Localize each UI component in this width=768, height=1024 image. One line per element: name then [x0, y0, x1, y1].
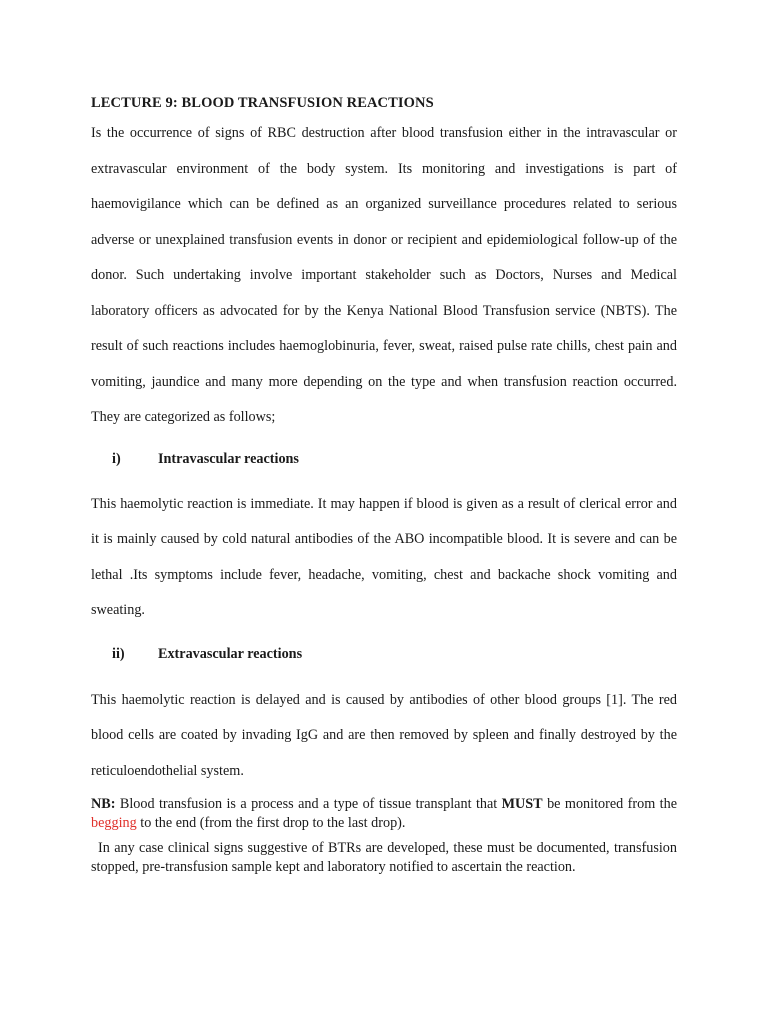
note-highlight: begging	[91, 815, 137, 831]
closing-paragraph: In any case clinical signs suggestive of BTRs are developed, these must be documented, transfusion stopped, pre-transfusion sample kept and laboratory notified to ascertain the reaction.	[91, 840, 677, 875]
note-text-before: Blood transfusion is a process and a type of tissue transplant that	[115, 796, 502, 812]
note-label: NB:	[91, 796, 116, 812]
section-heading-text: Extravascular reactions	[158, 645, 303, 662]
lecture-title: LECTURE 9: BLOOD TRANSFUSION REACTIONS	[91, 95, 434, 111]
intro-paragraph: Is the occurrence of signs of RBC destruction after blood transfusion either in the intravascular or extravascular environment of the body system. Its monitoring and investigations is part of haemovigilance which can be defined as an organized surveillance procedures related to serious adverse or unexplained transfusion events in donor or recipient and epidemiological follow-up of the donor. Such undertaking involve important stakeholder such as Doctors, Nurses and Medical laboratory officers as advocated for by the Kenya National Blood Transfusion service (NBTS). The result of such reactions includes haemoglobinuria, fever, sweat, raised pulse rate chills, chest pain and vomiting, jaundice and many more depending on the type and when transfusion reaction occurred. They are categorized as follows;	[91, 125, 677, 425]
section-body-intravascular: This haemolytic reaction is immediate. It may happen if blood is given as a result of clerical error and it is mainly caused by cold natural antibodies of the ABO incompatible blood. It is severe and can be lethal .Its symptoms include fever, headache, vomiting, chest and backache shock vomiting and sweating.	[91, 495, 677, 618]
section-heading-extravascular	[91, 644, 677, 664]
section-heading-text: Intravascular reactions	[158, 450, 299, 467]
note-text-middle: be monitored from the	[542, 796, 677, 812]
note-emphasis: MUST	[501, 796, 543, 812]
section-number: ii)	[112, 645, 125, 662]
section-heading-intravascular	[91, 449, 677, 469]
section-number: i)	[112, 450, 121, 467]
note-text-after: to the end (from the first drop to the last drop).	[136, 815, 406, 831]
note-paragraph	[91, 795, 677, 833]
document-page	[91, 92, 677, 877]
section-body-extravascular: This haemolytic reaction is delayed and is caused by antibodies of other blood groups [1]. The red blood cells are coated by invading IgG and are then removed by spleen and finally destroyed by the reticuloendothelial system.	[91, 691, 677, 779]
